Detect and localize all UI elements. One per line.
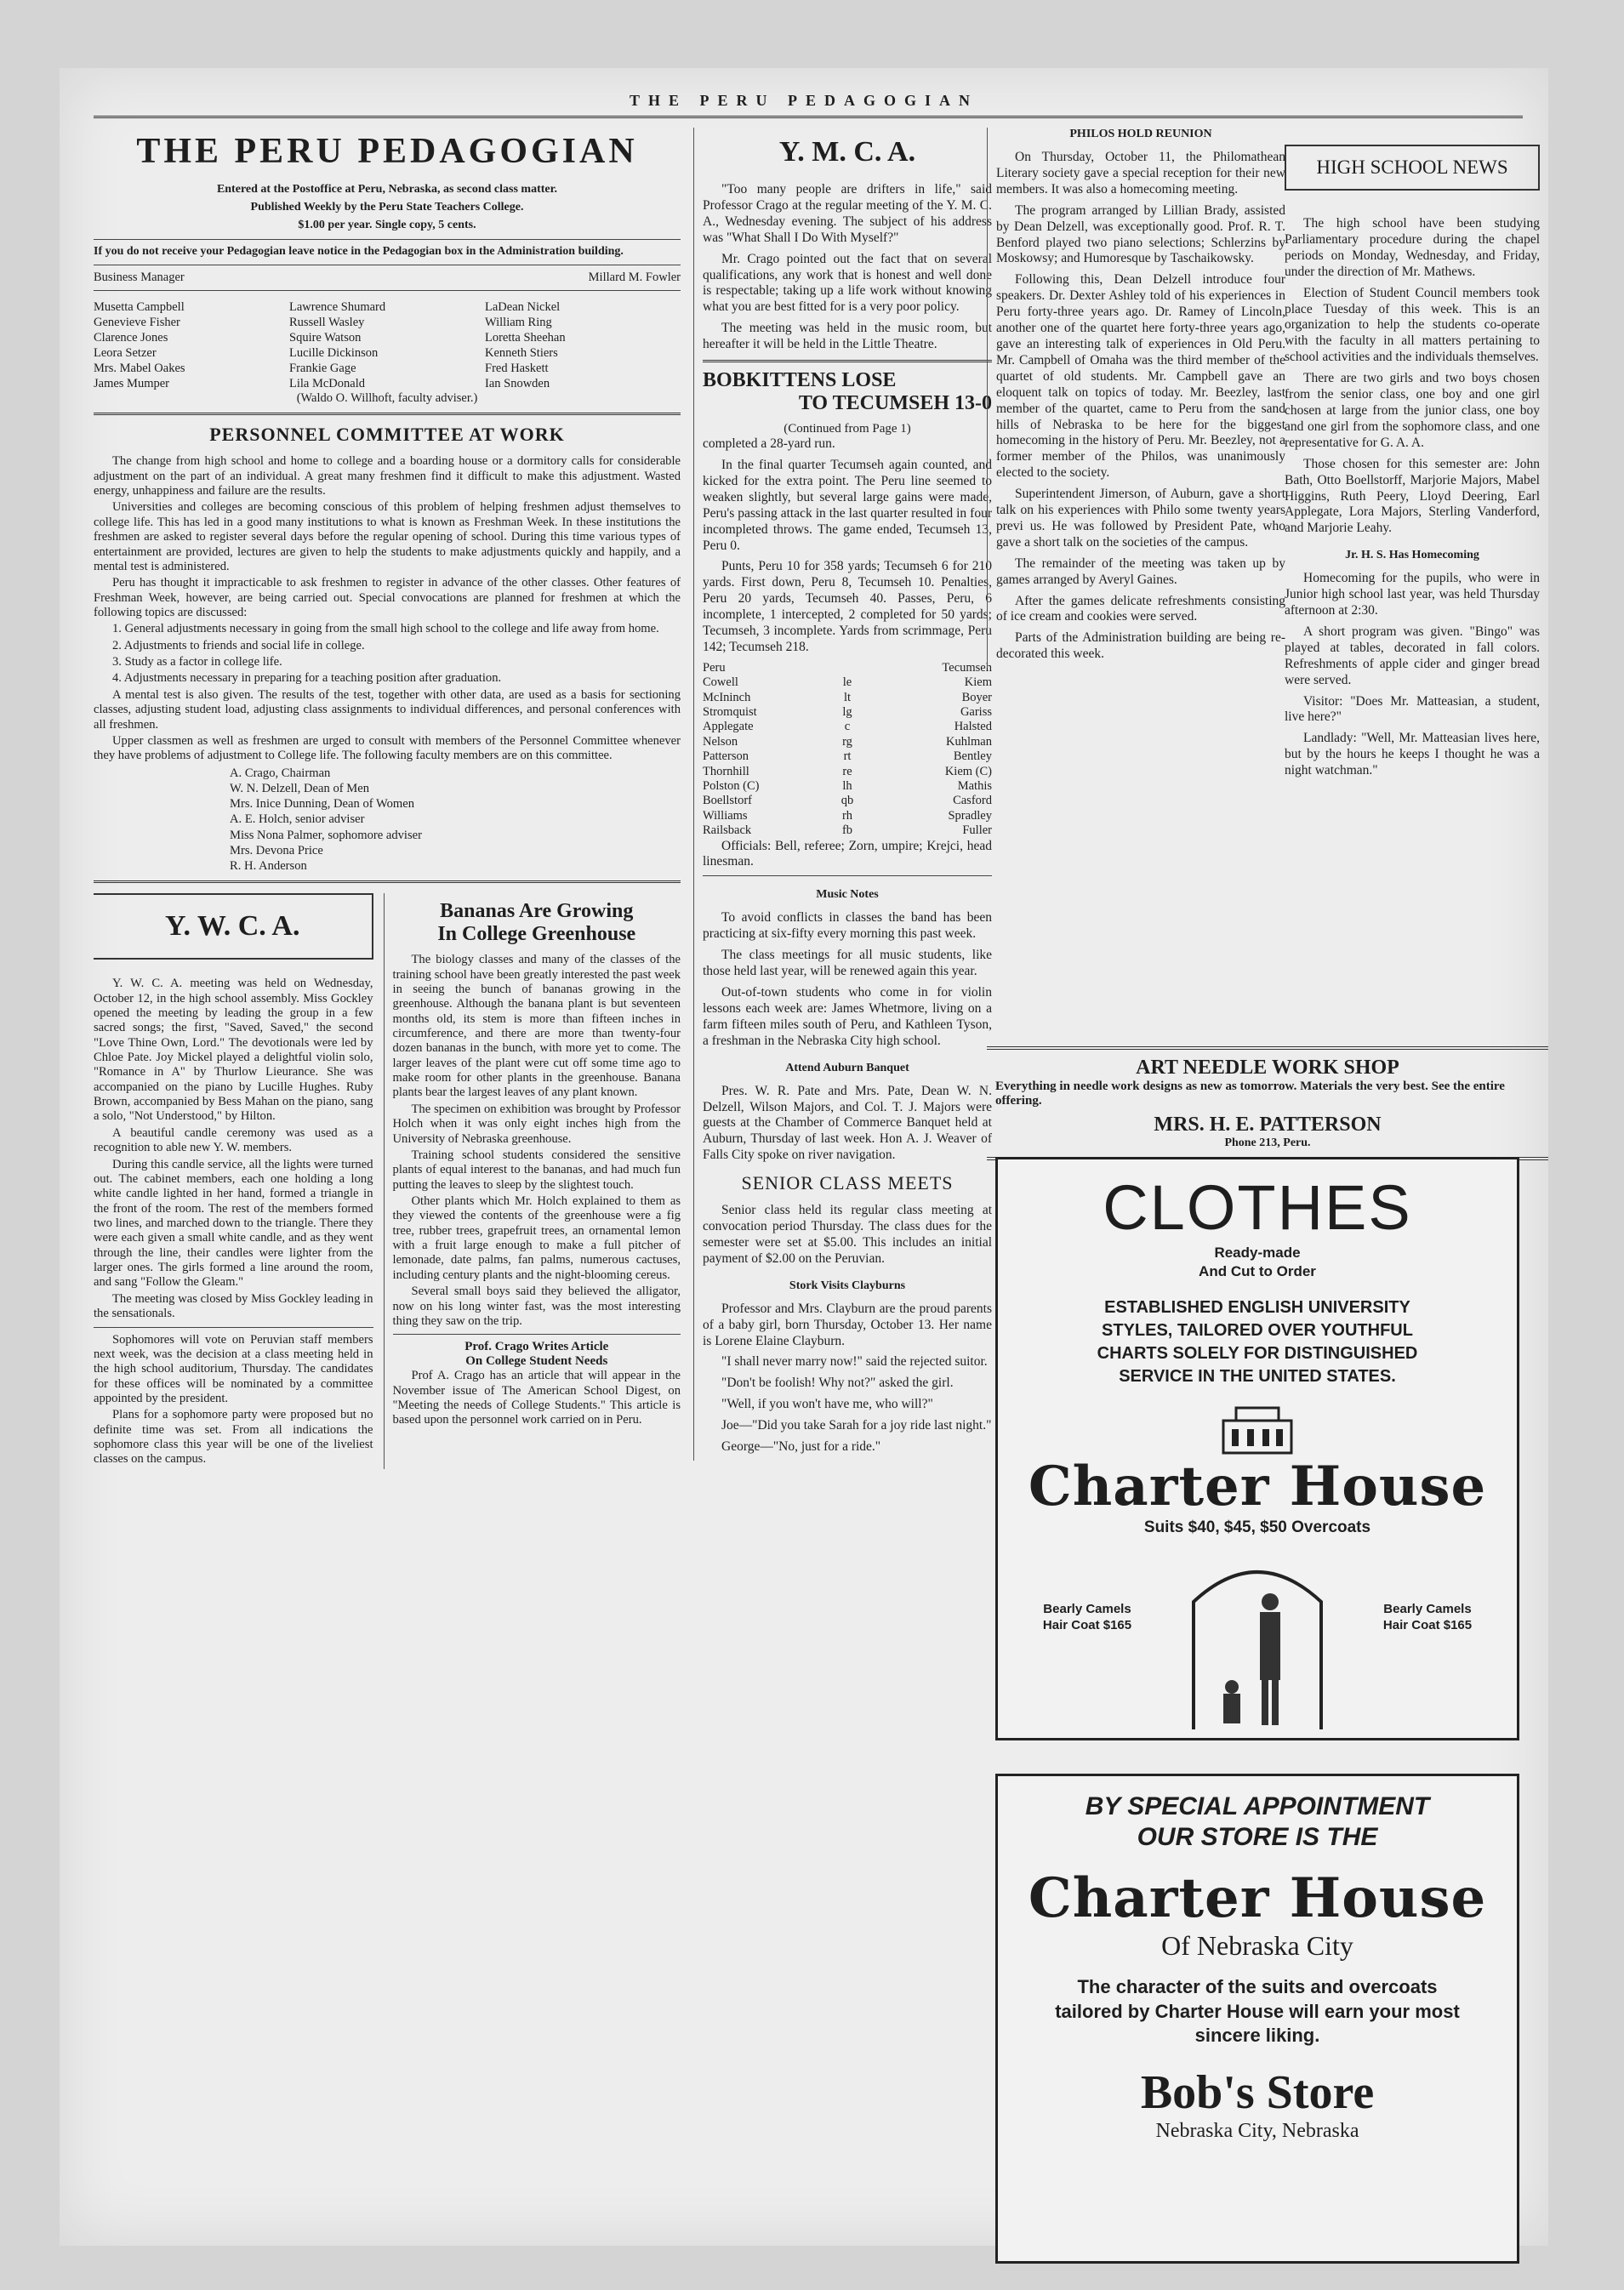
business-manager-line [94,271,681,285]
masthead-column [94,128,681,1469]
lineup-cell: Bentley [953,749,992,764]
divider [393,1334,681,1335]
philos-paragraph: The program arranged by Lillian Brady, assisted by Dean Delzell, was exceptionally good. Prof. R. T. Benford played two piano selections; Schlerzins by Moskowsy; and Humoresque by Taschaikowsky. [996,202,1285,266]
staff-name: LaDean Nickel [485,299,561,314]
store-brand: Charter House [1028,1866,1487,1930]
hsnews-column [1285,128,1540,784]
building-icon [1206,1404,1308,1455]
lineup-cell: Gariss [960,705,992,720]
special-line2: OUR STORE IS THE [1137,1823,1378,1851]
lineup-header: Peru [703,660,726,675]
masthead-line3: $1.00 per year. Single copy, 5 cents. [298,219,476,231]
staff-name: Musetta Campbell [94,299,185,314]
clothes-headline: CLOTHES [1103,1172,1412,1243]
lineup-cell: Cowell [703,675,738,690]
lineup-cell: Boyer [961,690,992,704]
hsnews-subhead: Jr. H. S. Has Homecoming [1345,549,1479,562]
masthead-line2: Published Weekly by the Peru State Teachers College. [250,201,524,214]
senior-title: SENIOR CLASS MEETS [741,1172,954,1194]
newspaper-page [60,68,1548,2246]
store-of: Of Nebraska City [1161,1930,1353,1961]
lineup-cell: rg [842,734,852,749]
auburn-title: Attend Auburn Banquet [785,1061,909,1074]
philos-paragraph: Following this, Dean Delzell introduce four speakers. Dr. Dexter Ashley told of his experiences in Peru forty-three years ago. Dr. Ramey of Lincoln, another one of the quartet here forty-three years ago, gave an interesting talk of experiences in Old Peru. Mr. Campbell of Omaha was the third member of the quartet of old students. Mr. Campbell gave an eloquent talk on topics of today. Mr. Beezley, last member of the quartet, came to Peru from the sand hills of Nebraska to be here for the biggest homecoming in the history of Peru. Mr. Beezley, not a former member of the Philos, was unanimously elected to the society. [996,272,1285,481]
joke-line: George—"No, just for a ride." [721,1439,881,1455]
officials-line: Officials: Bell, referee; Zorn, umpire; Krejci, head linesman. [703,838,992,869]
bobkittens-paragraph: completed a 28-yard run. [703,436,835,452]
sophomore-paragraph: Sophomores will vote on Peruvian staff members next week, was the decision at a class meeting held in the high school auditorium, Thursday. The candidates for these offices will be nominated by a committee appointed by the president. [94,1332,373,1405]
joke-line: Joe—"Did you take Sarah for a joy ride last night." [721,1418,992,1433]
pedagogian-notice: If you do not receive your Pedagogian leave notice in the Pedagogian box in the Administration building. [94,245,624,258]
clothes-sub-line1: Ready-made [1214,1245,1301,1261]
auburn-paragraph: Pres. W. R. Pate and Mrs. Pate, Dean W. N. Delzell, Wilson Majors, and Col. T. J. Majors were guests at the Chamber of Commerce Banquet held at Auburn, Thursday of last week. Hon A. J. Weaver of Falls City spoke on river navigation. [703,1083,992,1163]
hsnews-paragraph: A short program was given. "Bingo" was played at tables, decorated in fall colors. Refreshments of apple cider and ginger bread were served. [1285,624,1540,687]
personnel-topic: 2. Adjustments to friends and social life in college. [112,638,365,652]
bananas-title-line1: Bananas Are Growing [440,900,634,923]
hsnews-paragraph: There are two girls and two boys chosen from the senior class, one boy and one girl chosen at large from the junior class, one boy and one girl from the sophomore class, and one representative for G. A. A. [1285,371,1540,450]
ymca-column [693,128,992,1461]
bananas-paragraph: Other plants which Mr. Holch explained to them as they viewed the contents of the greenhouse were a fig tree, rubber trees, grapefruit trees, an ornamental lemon with a fruit large enough to make a full pitcher of lemonade, date palms, fan palms, numerous cactuses, including century plants and the night-blooming cereus. [392,1193,681,1282]
bobkittens-title-line2: TO TECUMSEH 13-0 [798,392,992,415]
established-line: ESTABLISHED ENGLISH UNIVERSITY [1104,1298,1410,1318]
established-line: CHARTS SOLELY FOR DISTINGUISHED [1097,1344,1418,1364]
suits-prices: Suits $40, $45, $50 Overcoats [1143,1518,1371,1537]
lineup-cell: lt [843,690,852,704]
crago-title-line2: On College Student Needs [465,1354,608,1369]
ymca-paragraph: "Too many people are drifters in life," said Professor Crago at the regular meeting of the Y. M. C. A., Wednesday evening. The subject of his address was "What Shall I Do With Myself?" [703,182,992,245]
needle-shop-ad [987,1046,1548,1160]
bananas-column [384,893,681,1469]
lineup-cell: Nelson [703,734,738,749]
lineup-table [703,661,992,839]
needle-shop-title: ART NEEDLE WORK SHOP [1136,1057,1399,1079]
established-line: SERVICE IN THE UNITED STATES. [1119,1367,1396,1387]
needle-shop-owner: MRS. H. E. PATTERSON [1154,1114,1382,1136]
ymca-title: Y. M. C. A. [778,136,916,168]
masthead-title: THE PERU PEDAGOGIAN [136,132,638,171]
lower-left-columns [94,893,681,1469]
lineup-cell: rt [843,749,852,764]
joke-line: "I shall never marry now!" said the rejected suitor. [721,1354,988,1370]
divider [94,413,681,415]
stork-paragraph: Professor and Mrs. Clayburn are the proud parents of a baby girl, born Thursday, October 13. Her name is Lorene Elaine Clayburn. [703,1301,992,1348]
ywca-paragraph: Y. W. C. A. meeting was held on Wednesday, October 12, in the high school assembly. Miss Gockley opened the meeting by leading the group in a few sacred songs; the first, "Saved, Saved," the second "Love Thine Own, Lord." The devotionals were led by Chloe Pate. Joy Mickel played a delightful violin solo, "Romance in A" by Thurlow Lieurance. She was accompanied on the piano by Lucille Hughes. Ruby Brown, accompanied by Bess Mahan on the piano, sang a solo, "Not Understood," by Hilton. [94,977,373,1124]
lineup-cell: lg [842,705,852,720]
staff-name: Mrs. Mabel Oakes [94,362,185,376]
doorway-figure-illustration [1177,1542,1338,1729]
stork-title: Stork Visits Clayburns [789,1279,906,1292]
lineup-cell: Kiem (C) [944,764,992,778]
lineup-cell: McIninch [703,690,751,704]
lineup-cell: qb [840,794,854,808]
bananas-paragraph: The specimen on exhibition was brought by Professor Holch when it was only eight inches high from the University of Nebraska greenhouse. [392,1102,681,1146]
staff-list [94,299,681,392]
masthead-line1: Entered at the Postoffice at Peru, Nebraska, as second class matter. [216,183,558,196]
ywca-title: Y. W. C. A. [94,893,373,960]
ymca-paragraph: The meeting was held in the music room, but hereafter it will be held in the Little Theatre. [703,321,992,352]
needle-shop-body: Everything in needle work designs as new as tomorrow. Materials the very best. See the entire offering. [995,1079,1505,1108]
staff-name: Genevieve Fisher [94,315,180,329]
hsnews-paragraph: Election of Student Council members took place Tuesday of this week. This is an organization to help the students co-operate with the faculty in all matters pertaining to school activities and the individuals themselves. [1285,285,1540,365]
lineup-header: Tecumseh [942,660,992,675]
joke-line: "Don't be foolish! Why not?" asked the girl. [721,1376,954,1391]
bobkittens-title-line1: BOBKITTENS LOSE [703,369,897,392]
sophomore-paragraph: Plans for a sophomore party were proposed but no definite time was set. From all indications the sophomore class this year will be one of the liveliest classes on the campus. [94,1408,373,1467]
staff-name: James Mumper [94,377,169,391]
bananas-title-line2: In College Greenhouse [437,923,636,946]
bananas-title [393,900,681,946]
lineup-cell: Kiem [964,675,992,690]
lineup-cell: Williams [703,808,748,823]
lineup-cell: Spradley [948,808,992,823]
lineup-cell: Railsback [703,823,752,838]
clothes-sub [998,1244,1517,1281]
lineup-cell: Thornhill [703,764,749,778]
committee-member: Miss Nona Palmer, sophomore adviser [230,828,422,842]
lineup-cell: lh [842,778,852,793]
music-paragraph: The class meetings for all music students, like those held last year, will be renewed again this year. [703,948,992,979]
lineup-cell: Boellstorf [703,794,752,808]
lineup-cell: Applegate [703,720,754,734]
top-rule [94,116,1523,118]
philos-paragraph: Parts of the Administration building are being re-decorated this week. [996,630,1285,662]
clothes-established [998,1296,1517,1388]
committee-member: Mrs. Devona Price [230,843,323,857]
lineup-cell: rh [841,808,853,823]
personnel-paragraph: The change from high school and home to college and a boarding house or a dormitory calls for considerable adjustment on the part of an individual. A great many freshmen find it difficult to make this adjustment. Wasted energy, unhappiness and failure are the results. [94,454,681,498]
business-manager-name: Millard M. Fowler [588,270,681,284]
philos-paragraph: Superintendent Jimerson, of Auburn, gave a short talk on his experiences with Philo some twenty years previ us. He was followed by President Pate, who gave a short talk on the societies of the campus. [996,487,1285,550]
staff-name: Leora Setzer [94,346,157,361]
staff-name: Lawrence Shumard [289,299,386,314]
needle-shop-phone: Phone 213, Peru. [1224,1136,1311,1149]
staff-name: Fred Haskett [485,362,549,376]
committee-members [94,766,681,874]
lineup-header [822,661,873,675]
committee-member: W. N. Delzell, Dean of Men [230,781,369,795]
philos-paragraph: The remainder of the meeting was taken up by games arranged by Averyl Gaines. [996,555,1285,587]
staff-name: Russell Wasley [289,315,365,329]
ywca-paragraph: During this candle service, all the lights were turned out. The cabinet members, each one holding a long white candle lighted in her hand, formed a triangle in the front of the room. The rest of the members formed two lines, and marched down to the triangle. There they were each given a small white candle, and as they went through the line, their candles were lighter from the larger ones. The girls formed a line around the room, and sang "Follow the Gleam." [94,1157,373,1290]
crago-title-line1: Prof. Crago Writes Article [464,1340,609,1354]
personnel-topic: 1. General adjustments necessary in going from the small high school to the college and life away from home. [112,622,659,636]
running-head: THE PERU PEDAGOGIAN [629,92,979,109]
divider [94,239,681,240]
business-manager-label: Business Manager [94,270,185,284]
crago-paragraph: Prof A. Crago has an article that will appear in the November issue of The American School Digest, on "Meeting the needs of College Students." This article is based upon the personnel work carried on in Peru. [392,1369,681,1427]
store-city: Nebraska City, Nebraska [1155,2119,1359,2142]
divider [703,360,992,362]
staff-name: William Ring [485,315,552,329]
clothes-ad [995,1157,1519,1740]
hsnews-paragraph: Those chosen for this semester are: John Bath, Otto Boellstorff, Marjorie Majors, Mabel Higgins, Ruth Peery, Lloyd Deering, Earl Applegate, Lora Majors, Sterling Vanderford, and Marjorie Leahy. [1285,456,1540,536]
music-paragraph: To avoid conflicts in classes the band has been practicing at six-fifty every morning this past week. [703,910,992,942]
bobkittens-paragraph: In the final quarter Tecumseh again counted, and kicked for the extra point. The Peru line seemed to weaken slightly, but several large gains were made, Peru's passing attack in the last quarter resulted in four incompleted throws. The game ended, Tecumseh 13, Peru 0. [703,457,992,553]
hsnews-paragraph: Visitor: "Does Mr. Matteasian, a student, live here?" [1285,693,1540,725]
music-paragraph: Out-of-town students who come in for violin lessons each week are: James Whetmore, living on a farm fifteen miles south of Peru, and Kathleen Tyson, a freshman in the Nebraska City high school. [703,984,992,1048]
divider [94,880,681,883]
store-name: Bob's Store [1140,2065,1375,2119]
staff-name: Ian Snowden [485,377,550,391]
lineup-cell: Mathis [957,778,992,793]
divider [94,290,681,291]
music-title: Music Notes [816,888,879,902]
staff-name: Loretta Sheehan [485,330,566,345]
divider [703,875,992,876]
lineup-cell: Fuller [962,823,992,838]
staff-name: Frankie Gage [289,362,356,376]
lineup-cell: Polston (C) [703,778,760,793]
bobkittens-paragraph: Punts, Peru 10 for 358 yards; Tecumseh 6 for 210 yards. First down, Peru 8, Tecumseh 10. Penalties, Peru 20 yards, Tecumseh 40. Passes, Peru, 6 incomplete, 1 intercepted, 2 completed for 50 yards; Tecumseh, 3 incomplete. Yards from scrimmage, Peru 142; Tecumseh 218. [703,559,992,654]
bobkittens-title [703,369,992,415]
ymca-paragraph: Mr. Crago pointed out the fact that on several qualifications, any work that is honest and well done is respectable; taking up a life work without knowing what you are best fitted for is a very poor policy. [703,251,992,315]
senior-paragraph: Senior class held its regular class meeting at convocation period Thursday. The class dues for the semester were set at $5.00. This includes an initial payment of $2.00 on the Peruvian. [703,1203,992,1266]
personnel-topic: 4. Adjustments necessary in preparing for a teaching position after graduation. [112,671,502,686]
personnel-title: PERSONNEL COMMITTEE AT WORK [209,424,565,446]
bobs-store-ad [995,1774,1519,2264]
crago-title [393,1340,681,1369]
staff-name: Clarence Jones [94,330,168,345]
philos-paragraph: On Thursday, October 11, the Philomathean Literary society gave a special reception for their new members. It was also a homecoming meeting. [996,150,1285,197]
ywca-paragraph: The meeting was closed by Miss Gockley leading in the sensationals. [94,1291,373,1321]
lineup-cell: Kuhlman [946,734,992,749]
hsnews-paragraph: The high school have been studying Parliamentary procedure during the chapel periods on Monday, Wednesday, and Friday, under the direction of Mr. Mathews. [1285,216,1540,279]
joke-line: "Well, if you won't have me, who will?" [721,1397,933,1412]
bananas-paragraph: Training school students considered the sensitive plants of equal interest to the bananas, and had much fun putting the leaves to sleep by the slightest touch. [392,1148,681,1192]
committee-member: Mrs. Inice Dunning, Dean of Women [230,797,415,812]
lineup-cell: le [842,675,852,690]
hsnews-paragraph: Landlady: "Well, Mr. Matteasian lives here, but by the hours he keeps I thought he was a night watchman." [1285,731,1540,778]
personnel-paragraph: Upper classmen as well as freshmen are urged to consult with members of the Personnel Committee whenever they have problems of adjustment to College life. The following faculty members are on this committee. [94,733,681,763]
hsnews-title: HIGH SCHOOL NEWS [1285,145,1540,191]
bananas-paragraph: The biology classes and many of the classes of the training school have been greatly interested the past week in seeing the bunch of bananas growing in the greenhouse. Although the banana plant is but seventeen months old, its stem is more than fifteen inches in circumference, and there are more than twenty-four dozen bananas in the bunch, with more yet to come. The larger leaves of the plant were cut off some time ago to make room for other plants in the greenhouse. Banana plants bear the largest leaves of any plant known. [392,953,681,1100]
lineup-cell: c [844,720,851,734]
personnel-paragraph: A mental test is also given. The results of the test, together with other data, are used as a basis for sectioning classes, adjusting student load, adjusting class assignments to individual differences, and personal conferences with all freshmen. [94,687,681,732]
lineup-cell: Stromquist [703,705,757,720]
continued-note: (Continued from Page 1) [784,422,911,436]
personnel-paragraph: Peru has thought it impracticable to ask freshmen to register in advance of the other classes. Other features of Freshman Week, however, are being carried out. Special convocations are planned for freshmen at which the following topics are discussed: [94,576,681,619]
special-line1: BY SPECIAL APPOINTMENT [1085,1792,1430,1820]
clothes-sub-line2: And Cut to Order [1199,1263,1316,1280]
masthead-info [94,180,681,234]
established-line: STYLES, TAILORED OVER YOUTHFUL [1102,1321,1413,1341]
staff-name: Lucille Dickinson [289,346,379,361]
coat-offer-right: Bearly Camels Hair Coat $165 [1382,1602,1473,1632]
committee-member: R. H. Anderson [230,859,307,873]
lineup-cell: Halsted [954,720,992,734]
hsnews-paragraph: Homecoming for the pupils, who were in Junior high school last year, was held Thursday afternoon at 2:30. [1285,571,1540,618]
lineup-cell: Patterson [703,749,749,764]
faculty-adviser: (Waldo O. Willhoft, faculty adviser.) [296,391,478,406]
ywca-column [94,893,373,1469]
ywca-paragraph: A beautiful candle ceremony was used as a recognition to able new Y. W. members. [94,1125,373,1155]
bananas-paragraph: Several small boys said they believed the alligator, now on his long winter fast, was the most interesting thing they saw on the trip. [392,1285,681,1328]
philos-paragraph: After the games delicate refreshments consisting of ice cream and cookies were served. [996,593,1285,624]
lineup-cell: Casford [953,794,992,808]
lineup-cell: fb [841,823,853,838]
staff-name: Squire Watson [289,330,362,345]
divider [94,1327,373,1328]
committee-member: A. Crago, Chairman [230,766,331,780]
charter-house-brand: Charter House [1028,1455,1487,1519]
lineup-cell: re [842,764,852,778]
coat-offer-left: Bearly Camels Hair Coat $165 [1042,1602,1132,1632]
store-body: The character of the suits and overcoats tailored by Charter House will earn your most sincere liking. [1055,1976,1460,2047]
personnel-paragraph: Universities and colleges are becoming conscious of this problem of helping freshmen adjust themselves to college life. This has led in a good many institutions to what is known as Freshman Week. In these institutions the freshmen are asked to register several days before the regular opening of school. During this time various types of entertainment are provided, lectures are given to help the students to make adjustments quickly and happily, and a mental test is administered. [94,500,681,573]
philos-column [987,128,1285,668]
special-appointment [998,1792,1517,1853]
philos-title: PHILOS HOLD REUNION [1069,128,1212,140]
personnel-topic: 3. Study as a factor in college life. [112,655,282,669]
staff-name: Kenneth Stiers [485,346,558,361]
committee-member: A. E. Holch, senior adviser [230,812,365,827]
staff-name: Lila McDonald [289,377,365,391]
